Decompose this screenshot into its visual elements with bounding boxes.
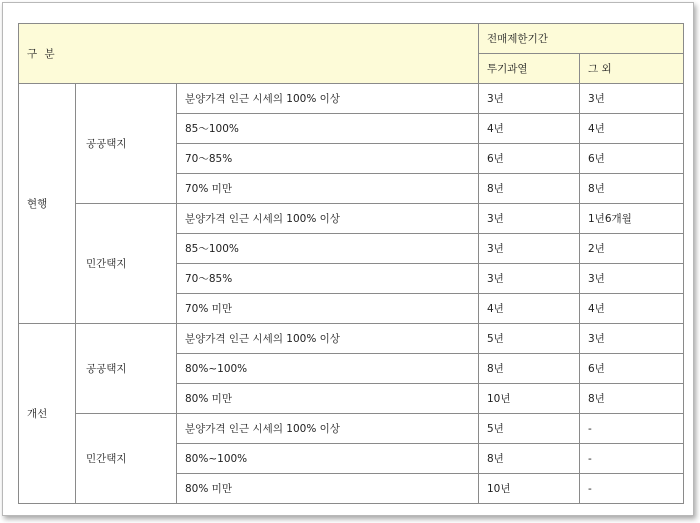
resale-restriction-table <box>18 23 684 504</box>
others-cell: - <box>580 444 684 474</box>
header-resale-period: 전매제한기간 <box>479 24 684 54</box>
others-cell: 2년 <box>580 234 684 264</box>
others-cell: - <box>580 474 684 504</box>
criterion-cell: 분양가격 인근 시세의 100% 이상 <box>177 414 479 444</box>
criterion-cell: 85～100% <box>177 114 479 144</box>
criterion-cell: 70～85% <box>177 144 479 174</box>
group-label: 현행 <box>19 84 76 324</box>
others-cell: 4년 <box>580 294 684 324</box>
criterion-cell: 80% 미만 <box>177 384 479 414</box>
others-cell: 3년 <box>580 84 684 114</box>
subgroup-label: 민간택지 <box>76 414 177 504</box>
criterion-cell: 80%~100% <box>177 354 479 384</box>
others-cell: 4년 <box>580 114 684 144</box>
overheated-cell: 5년 <box>479 324 580 354</box>
criterion-cell: 70% 미만 <box>177 294 479 324</box>
criterion-cell: 70% 미만 <box>177 174 479 204</box>
overheated-cell: 6년 <box>479 144 580 174</box>
others-cell: 3년 <box>580 264 684 294</box>
others-cell: - <box>580 414 684 444</box>
overheated-cell: 8년 <box>479 174 580 204</box>
others-cell: 8년 <box>580 174 684 204</box>
others-cell: 6년 <box>580 354 684 384</box>
overheated-cell: 4년 <box>479 114 580 144</box>
subgroup-label: 공공택지 <box>76 324 177 414</box>
header-gubun: 구 분 <box>19 24 479 84</box>
overheated-cell: 3년 <box>479 234 580 264</box>
overheated-cell: 10년 <box>479 474 580 504</box>
overheated-cell: 8년 <box>479 444 580 474</box>
overheated-cell: 3년 <box>479 204 580 234</box>
criterion-cell: 분양가격 인근 시세의 100% 이상 <box>177 204 479 234</box>
criterion-cell: 80% 미만 <box>177 474 479 504</box>
table-row <box>19 84 684 114</box>
criterion-cell: 분양가격 인근 시세의 100% 이상 <box>177 324 479 354</box>
header-others: 그 외 <box>580 54 684 84</box>
criterion-cell: 분양가격 인근 시세의 100% 이상 <box>177 84 479 114</box>
others-cell: 8년 <box>580 384 684 414</box>
others-cell: 3년 <box>580 324 684 354</box>
overheated-cell: 4년 <box>479 294 580 324</box>
others-cell: 1년6개월 <box>580 204 684 234</box>
overheated-cell: 10년 <box>479 384 580 414</box>
overheated-cell: 8년 <box>479 354 580 384</box>
table-row <box>19 324 684 354</box>
subgroup-label: 공공택지 <box>76 84 177 204</box>
table-frame <box>2 2 694 516</box>
table-row <box>19 414 684 444</box>
overheated-cell: 5년 <box>479 414 580 444</box>
subgroup-label: 민간택지 <box>76 204 177 324</box>
criterion-cell: 85～100% <box>177 234 479 264</box>
table-row <box>19 204 684 234</box>
criterion-cell: 70～85% <box>177 264 479 294</box>
others-cell: 6년 <box>580 144 684 174</box>
criterion-cell: 80%~100% <box>177 444 479 474</box>
overheated-cell: 3년 <box>479 84 580 114</box>
group-label: 개선 <box>19 324 76 504</box>
header-row-1 <box>19 24 684 54</box>
overheated-cell: 3년 <box>479 264 580 294</box>
header-overheated: 투기과열 <box>479 54 580 84</box>
